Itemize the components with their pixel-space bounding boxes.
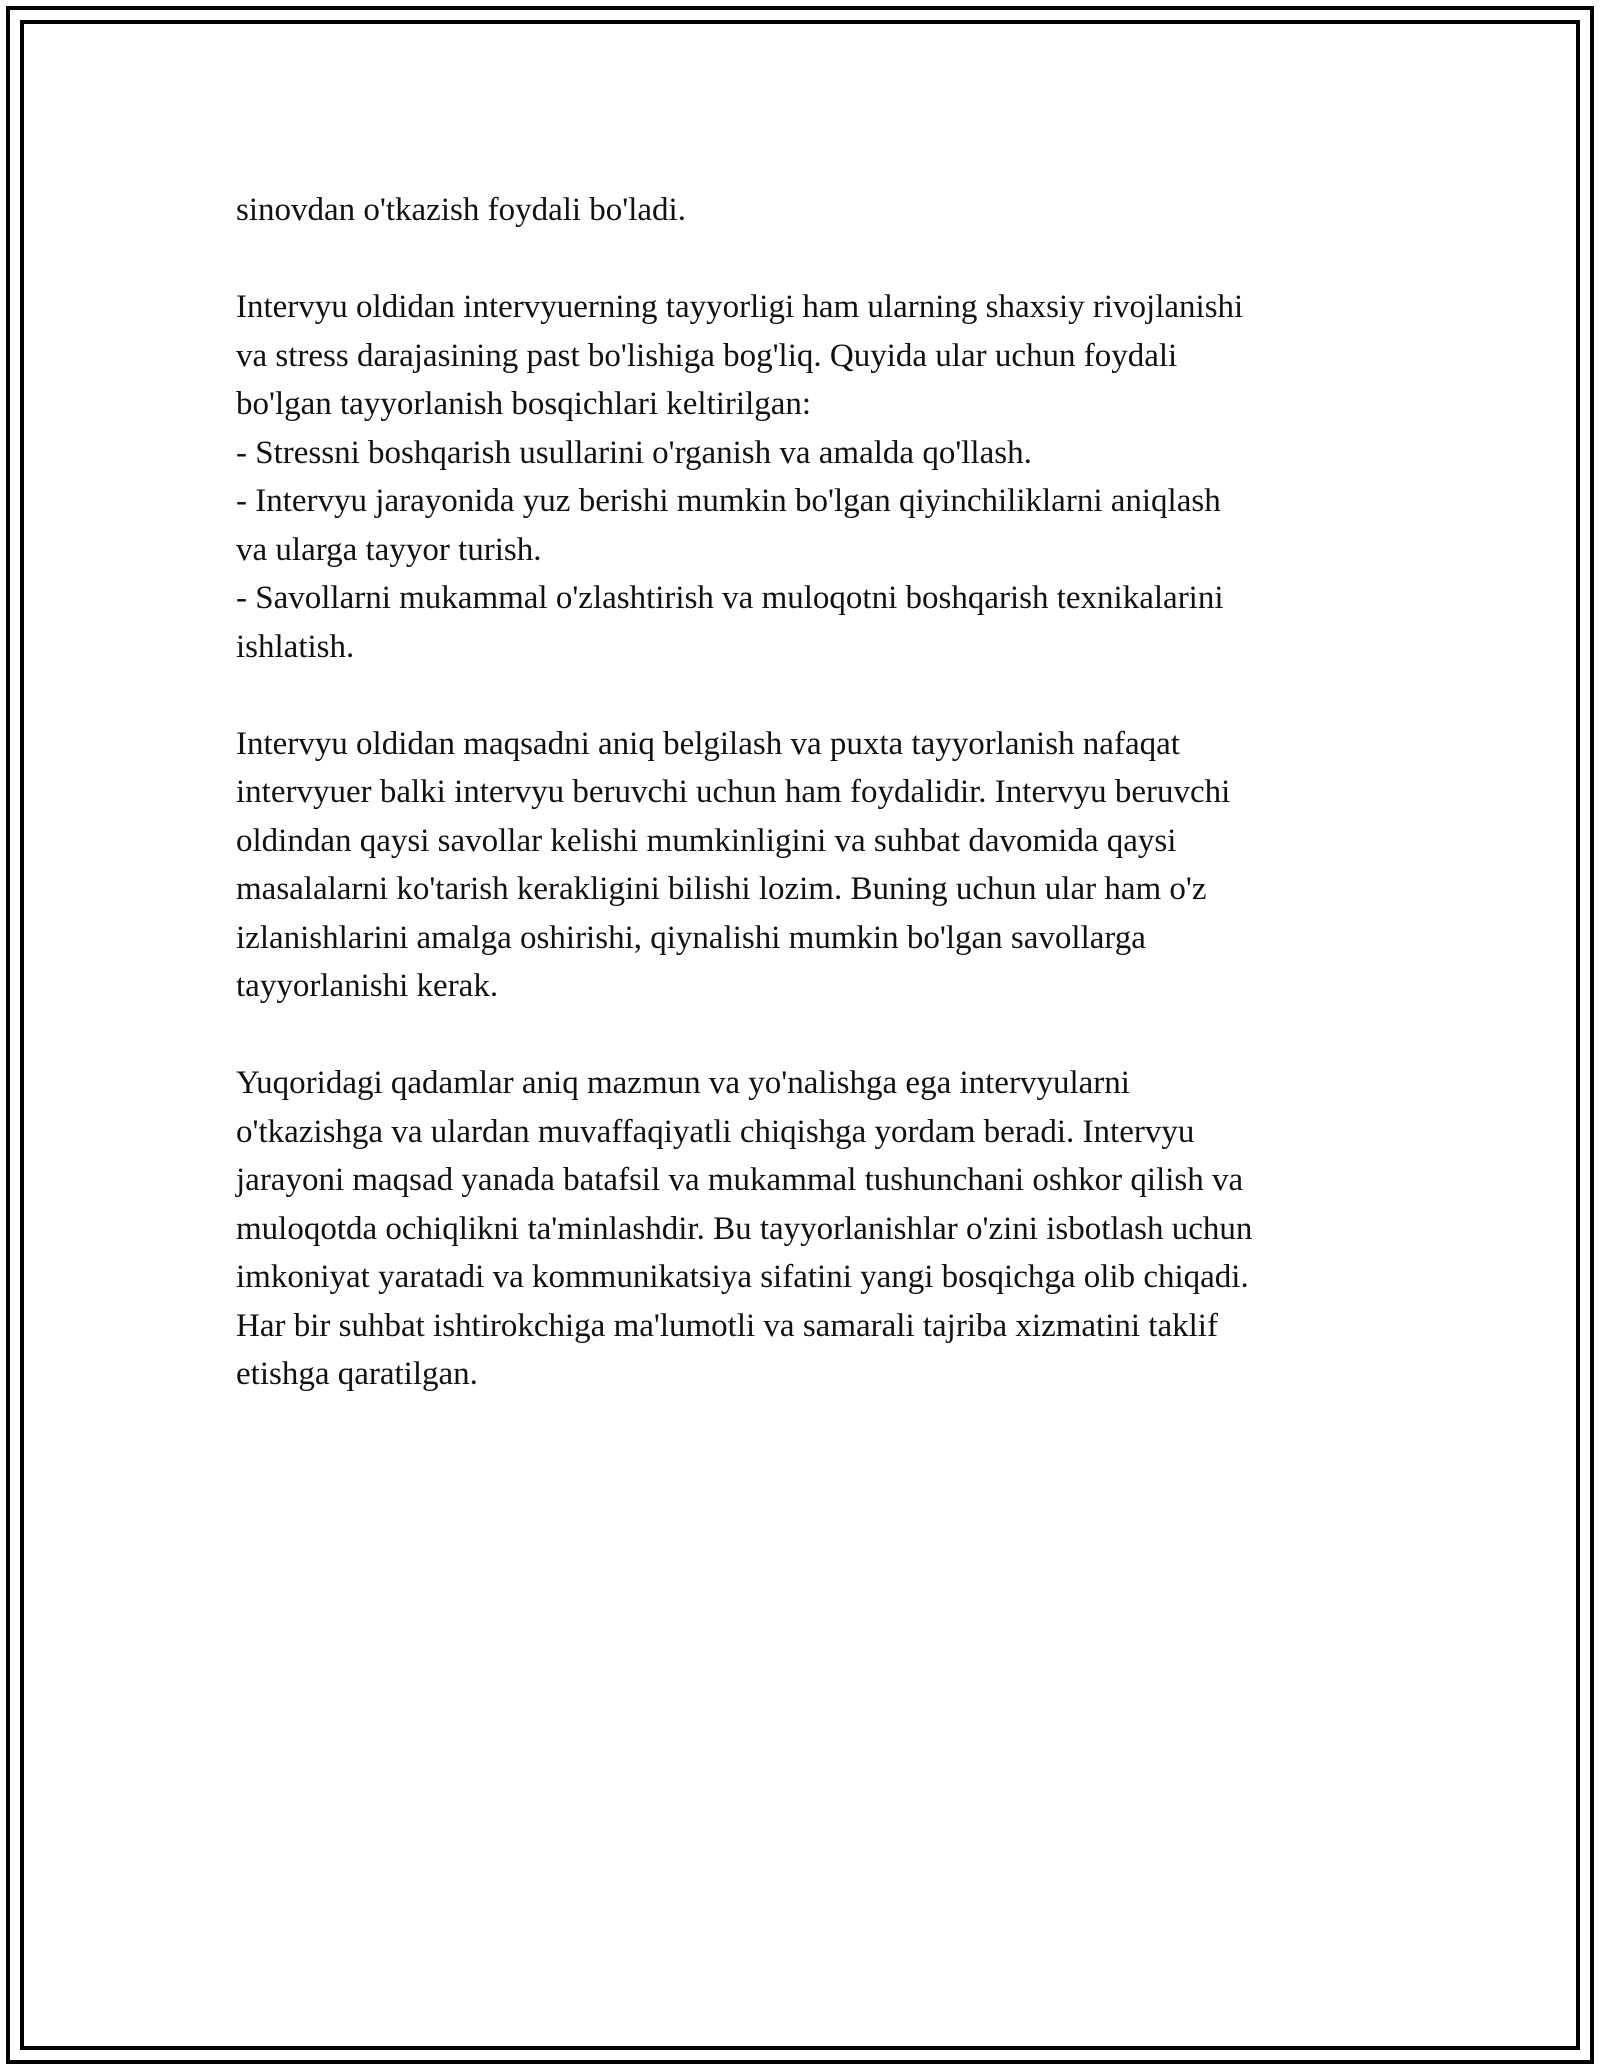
paragraph-line: bo'lgan tayyorlanish bosqichlari keltirilgan: <box>236 386 812 422</box>
paragraph-line: etishga qaratilgan. <box>236 1356 478 1392</box>
list-item-line: - Stressni boshqarish usullarini o'rganish va amalda qo'llash. <box>236 434 1032 471</box>
list-item-line: - Intervyu jarayonida yuz berishi mumkin bo'lgan qiyinchiliklarni aniqlash <box>236 483 1221 519</box>
paragraph-line: intervyuer balki intervyu beruvchi uchun ham foydalidir. Intervyu beruvchi <box>236 774 1231 810</box>
paragraph-line: Har bir suhbat ishtirokchiga ma'lumotli va samarali tajriba xizmatini taklif <box>236 1307 1218 1344</box>
list-item-line: - Savollarni mukammal o'zlashtirish va muloqotni boshqarish texnikalarini <box>236 580 1224 616</box>
paragraph-1 <box>236 186 1386 235</box>
list-item-line: ishlatish. <box>236 628 355 665</box>
paragraph-line: o'tkazishga va ulardan muvaffaqiyatli chiqishga yordam beradi. Intervyu <box>236 1113 1195 1150</box>
paragraph-line: tayyorlanishi kerak. <box>236 968 499 1004</box>
list-item-line: va ularga tayyor turish. <box>236 531 542 568</box>
document-body <box>236 186 1386 1399</box>
paragraph-line: va stress darajasining past bo'lishiga bog'liq. Quyida ular uchun foydali <box>236 337 1178 374</box>
paragraph-line: imkoniyat yaratadi va kommunikatsiya sifatini yangi bosqichga olib chiqadi. <box>236 1259 1249 1295</box>
paragraph-2 <box>236 283 1386 671</box>
paragraph-line: Intervyu oldidan maqsadni aniq belgilash va puxta tayyorlanish nafaqat <box>236 725 1180 762</box>
paragraph-line: masalalarni ko'tarish kerakligini bilishi lozim. Buning uchun ular ham o'z <box>236 871 1207 907</box>
paragraph-4 <box>236 1059 1386 1399</box>
paragraph-3 <box>236 720 1386 1011</box>
paragraph-line: jarayoni maqsad yanada batafsil va mukammal tushunchani oshkor qilish va <box>236 1162 1244 1198</box>
paragraph-line: Yuqoridagi qadamlar aniq mazmun va yo'nalishga ega intervyularni <box>236 1065 1130 1101</box>
paragraph-line: sinovdan o'tkazish foydali bo'ladi. <box>236 192 686 228</box>
paragraph-line: oldindan qaysi savollar kelishi mumkinligini va suhbat davomida qaysi <box>236 822 1177 859</box>
paragraph-line: Intervyu oldidan intervyuerning tayyorligi ham ularning shaxsiy rivojlanishi <box>236 289 1244 325</box>
paragraph-line: muloqotda ochiqlikni ta'minlashdir. Bu tayyorlanishlar o'zini isbotlash uchun <box>236 1210 1253 1247</box>
paragraph-line: izlanishlarini amalga oshirishi, qiynalishi mumkin bo'lgan savollarga <box>236 919 1146 956</box>
